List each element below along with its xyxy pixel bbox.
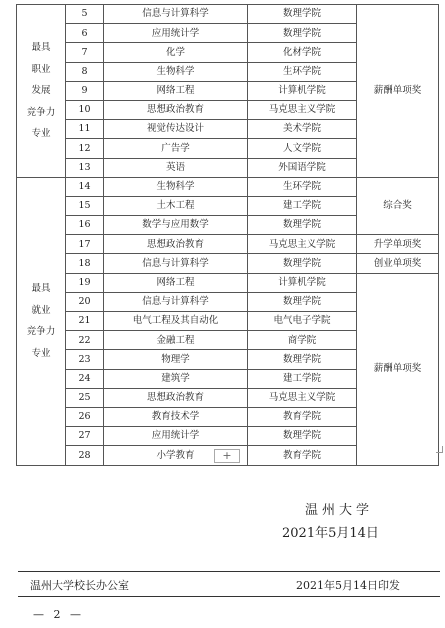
- major-cell: 生物科学: [104, 62, 248, 81]
- table-row: [17, 254, 439, 273]
- major-cell: 生物科学: [104, 177, 248, 196]
- college-cell: 教育学院: [248, 407, 357, 426]
- college-cell: 人文学院: [248, 139, 357, 158]
- row-number-cell: 27: [66, 427, 104, 446]
- college-cell: 数理学院: [248, 292, 357, 311]
- major-cell: 教育技术学: [104, 407, 248, 426]
- college-cell: 外国语学院: [248, 158, 357, 177]
- row-number-cell: 28: [66, 446, 104, 465]
- college-cell: 计算机学院: [248, 273, 357, 292]
- major-cell: 英语: [104, 158, 248, 177]
- issued-date: 2021年5月14日印发: [296, 579, 400, 592]
- add-row-button[interactable]: +: [214, 449, 240, 463]
- row-number-cell: 14: [66, 177, 104, 196]
- major-cell: 思想政治教育: [104, 235, 248, 254]
- category-cell: [17, 177, 66, 465]
- row-number-cell: 22: [66, 331, 104, 350]
- major-cell: 化学: [104, 43, 248, 62]
- college-cell: 建工学院: [248, 369, 357, 388]
- award-cell: 创业单项奖: [357, 254, 439, 273]
- row-number-cell: 15: [66, 196, 104, 215]
- major-cell: 信息与计算科学: [104, 254, 248, 273]
- college-cell: 马克思主义学院: [248, 235, 357, 254]
- college-cell: 马克思主义学院: [248, 100, 357, 119]
- college-cell: 教育学院: [248, 446, 357, 465]
- category-line: 竞争力: [26, 326, 56, 338]
- major-cell: 数学与应用数学: [104, 216, 248, 235]
- row-number-cell: 13: [66, 158, 104, 177]
- major-cell: 电气工程及其自动化: [104, 312, 248, 331]
- college-cell: 化材学院: [248, 43, 357, 62]
- award-cell: 综合奖: [357, 177, 439, 235]
- award-cell: 薪酬单项奖: [357, 273, 439, 465]
- row-number-cell: 24: [66, 369, 104, 388]
- footer-rule-top: [18, 571, 440, 572]
- row-number-cell: 21: [66, 312, 104, 331]
- category-line: 最具: [31, 283, 51, 295]
- row-number-cell: 18: [66, 254, 104, 273]
- row-number-cell: 23: [66, 350, 104, 369]
- college-cell: 马克思主义学院: [248, 388, 357, 407]
- major-cell: 小学教育: [104, 446, 248, 465]
- table-row: [17, 273, 439, 292]
- college-cell: 数理学院: [248, 350, 357, 369]
- row-number-cell: 12: [66, 139, 104, 158]
- major-cell: 建筑学: [104, 369, 248, 388]
- award-cell: 薪酬单项奖: [357, 5, 439, 178]
- signature-date: 2021年5月14日: [282, 526, 379, 541]
- row-number-cell: 17: [66, 235, 104, 254]
- college-cell: 生环学院: [248, 177, 357, 196]
- row-number-cell: 25: [66, 388, 104, 407]
- major-cell: 土木工程: [104, 196, 248, 215]
- category-line: 专业: [31, 347, 51, 359]
- category-cell: [17, 5, 66, 178]
- major-cell: 金融工程: [104, 331, 248, 350]
- category-line: 职业: [31, 63, 51, 75]
- major-cell: 应用统计学: [104, 427, 248, 446]
- college-cell: 数理学院: [248, 24, 357, 43]
- college-cell: 数理学院: [248, 5, 357, 24]
- table-row: [17, 235, 439, 254]
- college-cell: 数理学院: [248, 216, 357, 235]
- award-cell: 升学单项奖: [357, 235, 439, 254]
- row-number-cell: 26: [66, 407, 104, 426]
- major-cell: 网络工程: [104, 81, 248, 100]
- award-table-body: [17, 5, 439, 466]
- major-cell: 应用统计学: [104, 24, 248, 43]
- category-line: 就业: [31, 304, 51, 316]
- row-number-cell: 10: [66, 100, 104, 119]
- issuer-office: 温州大学校长办公室: [30, 579, 129, 592]
- major-cell: 网络工程: [104, 273, 248, 292]
- category-line: 专业: [31, 128, 51, 140]
- college-cell: 生环学院: [248, 62, 357, 81]
- table-row: [17, 177, 439, 196]
- college-cell: 数理学院: [248, 427, 357, 446]
- college-cell: 建工学院: [248, 196, 357, 215]
- row-number-cell: 9: [66, 81, 104, 100]
- college-cell: 计算机学院: [248, 81, 357, 100]
- signature-organization: 温州大学: [305, 503, 374, 518]
- category-line: 竞争力: [26, 106, 56, 118]
- major-cell: 视觉传达设计: [104, 120, 248, 139]
- table-row: [17, 5, 439, 24]
- row-number-cell: 6: [66, 24, 104, 43]
- row-number-cell: 7: [66, 43, 104, 62]
- row-number-cell: 5: [66, 5, 104, 24]
- college-cell: 美术学院: [248, 120, 357, 139]
- row-number-cell: 16: [66, 216, 104, 235]
- row-number-cell: 8: [66, 62, 104, 81]
- major-cell: 信息与计算科学: [104, 5, 248, 24]
- row-number-cell: 19: [66, 273, 104, 292]
- category-line: 最具: [31, 42, 51, 54]
- row-number-cell: 20: [66, 292, 104, 311]
- major-cell: 广告学: [104, 139, 248, 158]
- award-table: [16, 4, 439, 466]
- major-cell: 思想政治教育: [104, 388, 248, 407]
- college-cell: 商学院: [248, 331, 357, 350]
- major-cell: 思想政治教育: [104, 100, 248, 119]
- table-resize-handle[interactable]: [436, 446, 443, 453]
- major-cell: 信息与计算科学: [104, 292, 248, 311]
- college-cell: 电气电子学院: [248, 312, 357, 331]
- footer-rule-bottom: [18, 596, 440, 597]
- row-number-cell: 11: [66, 120, 104, 139]
- major-cell: 物理学: [104, 350, 248, 369]
- category-line: 发展: [31, 85, 51, 97]
- college-cell: 数理学院: [248, 254, 357, 273]
- page-number: — 2 —: [33, 608, 84, 621]
